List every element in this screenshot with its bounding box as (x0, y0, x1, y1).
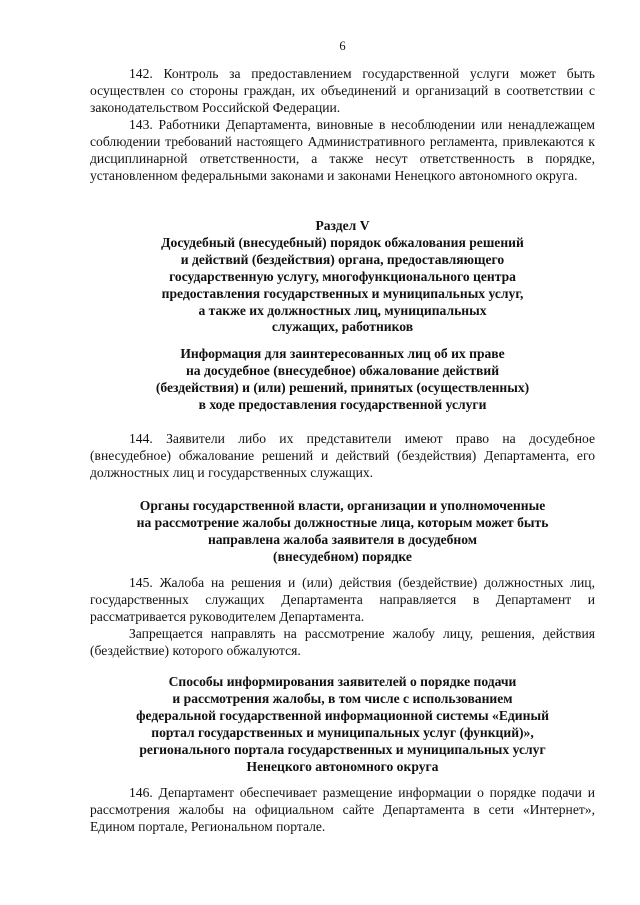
section-heading-line: Раздел V (315, 218, 370, 233)
section-heading-line: служащих, работников (271, 319, 414, 335)
subheading-line: Информация для заинтересованных лиц об их праве (180, 346, 505, 361)
paragraph-143: 143. Работники Департамента, виновные в несоблюдении или ненадлежащем соблюдении требований настоящего Административного регламента, привлекаются к дисциплинарной ответственности, а также несут ответственность в порядке, установленном федеральными законами и законами Ненецкого автономного округа. (90, 117, 595, 183)
subheading-line: в ходе предоставления государственной услуги (198, 396, 487, 412)
paragraph-145-prohibition: Запрещается направлять на рассмотрение жалобу лицу, решения, действия (бездействие) которого обжалуются. (90, 626, 595, 658)
subheading-line: регионального портала государственных и муниципальных услуг (139, 741, 546, 757)
subheading-line: на досудебное (внесудебное) обжалование действий (185, 362, 500, 378)
subheading-line: Способы информирования заявителей о порядке подачи (168, 674, 517, 689)
paragraph-146: 146. Департамент обеспечивает размещение информации о порядке подачи и рассмотрения жалобы на официальном сайте Департамента в сети «Интернет», Едином портале, Региональном портале. (90, 785, 595, 834)
subheading-organs (90, 498, 595, 566)
paragraph-142: 142. Контроль за предоставлением государственной услуги может быть осуществлен со стороны граждан, их объединений и организаций в соответствии с законодательством Российской Федерации. (90, 66, 595, 115)
subheading-line: (бездействия) и (или) решений, принятых (осуществленных) (155, 379, 530, 395)
section-heading-line: предоставления государственных и муниципальных услуг, (161, 285, 524, 301)
subheading-line: Ненецкого автономного округа (246, 758, 439, 774)
subheading-line: Органы государственной власти, организации и уполномоченные (139, 498, 546, 513)
subheading-info (90, 346, 595, 414)
section-heading-line: государственную услугу, многофункционального центра (169, 268, 516, 284)
page-number: 6 (339, 39, 346, 53)
paragraph-145: 145. Жалоба на решения и (или) действия (бездействие) должностных лиц, государственных служащих Департамента направляется в Департамент и рассматривается руководителем Департамента. (90, 575, 595, 624)
paragraph-144: 144. Заявители либо их представители имеют право на досудебное (внесудебное) обжалование решений и действий (бездействия) Департамента, его должностных лиц и государственных служащих. (90, 431, 595, 480)
section-heading-line: и действий (бездействия) органа, предоставляющего (180, 251, 505, 267)
subheading-line: и рассмотрения жалобы, в том числе с использованием (172, 690, 513, 706)
subheading-line: на рассмотрение жалобы должностные лица, которым может быть (136, 514, 549, 530)
section-heading-line: а также их должностных лиц, муниципальных (198, 302, 487, 318)
subheading-line: портал государственных и муниципальных услуг (функций)», (151, 724, 534, 740)
section-heading (90, 218, 595, 336)
subheading-line: федеральной государственной информационной системы «Единый (136, 707, 549, 723)
subheading-line: направлена жалоба заявителя в досудебном (207, 531, 478, 547)
subheading-line: (внесудебном) порядке (273, 548, 412, 564)
subheading-ways (90, 674, 595, 775)
section-heading-line: Досудебный (внесудебный) порядок обжалования решений (161, 234, 524, 250)
